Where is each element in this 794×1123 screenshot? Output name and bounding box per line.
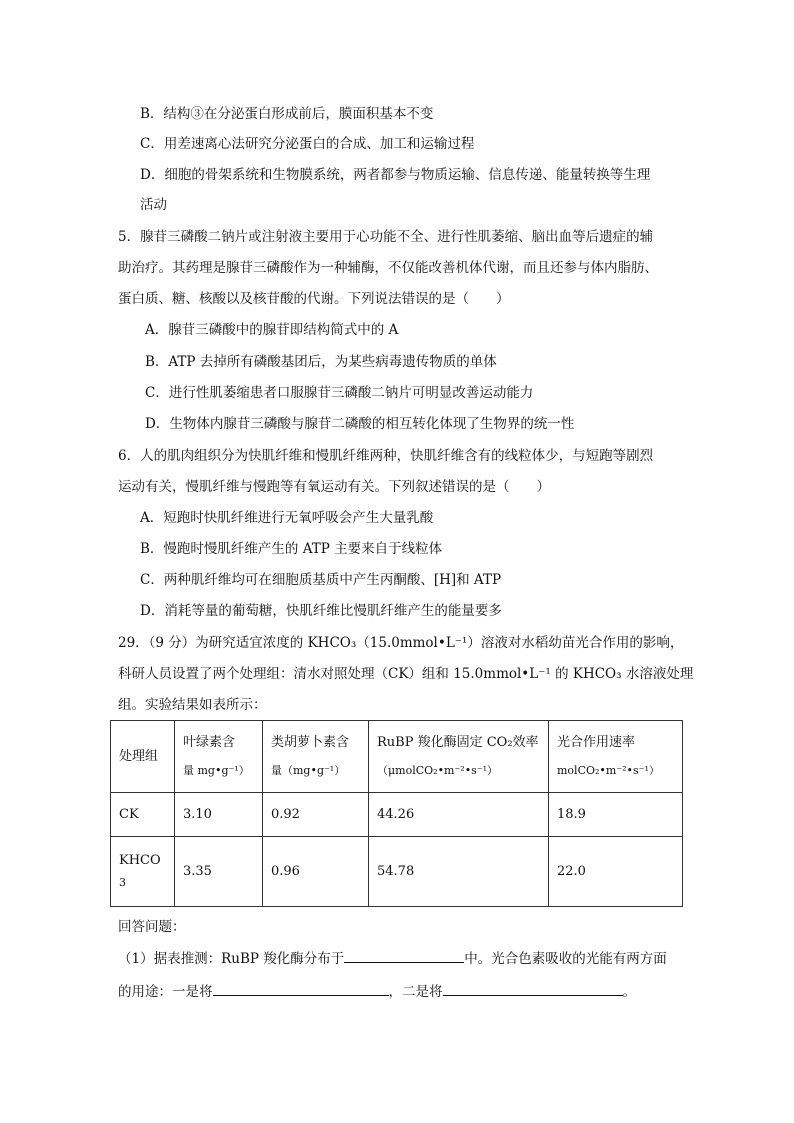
header-cell: 处理组	[111, 721, 175, 793]
q4-option-d: D．细胞的骨架系统和生物膜系统，两者都参与物质运输、信息传递、能量转换等生理	[140, 167, 651, 183]
q29-stem-line1: 29．（9 分）为研究适宜浓度的 KHCO₃（15.0mmol•L⁻¹）溶液对水稻幼苗光合作用的影响，	[118, 635, 684, 651]
q6-option-c: C．两种肌纤维均可在细胞质基质中产生丙酮酸、[H]和 ATP	[140, 572, 502, 588]
answer-blank-1[interactable]	[344, 948, 464, 963]
header-cell: RuBP 羧化酶固定 CO₂效率 （μmolCO₂•m⁻²•s⁻¹）	[369, 721, 549, 793]
results-table	[110, 720, 683, 907]
q5-stem-line1: 5．腺苷三磷酸二钠片或注射液主要用于心功能不全、进行性肌萎缩、脑出血等后遗症的辅	[118, 229, 654, 245]
table-cell: CK	[111, 793, 175, 837]
q29-sub1-text-b: 中。光合色素吸收的光能有两方面	[464, 951, 667, 967]
q29-sub1-text-c: 的用途：一是将	[118, 984, 213, 1000]
q5-option-a: A．腺苷三磷酸中的腺苷即结构简式中的 A	[145, 322, 399, 338]
table-cell: 44.26	[369, 793, 549, 837]
table-cell: 22.0	[549, 837, 683, 907]
q5-stem-line3: 蛋白质、糖、核酸以及核苷酸的代谢。下列说法错误的是（ ）	[118, 291, 510, 307]
table-cell: 54.78	[369, 837, 549, 907]
answer-blank-3[interactable]	[443, 981, 623, 996]
q5-option-d: D．生物体内腺苷三磷酸与腺苷二磷酸的相互转化体现了生物界的统一性	[145, 416, 575, 432]
q29-sub1-line1	[118, 948, 667, 969]
q6-stem-line2: 运动有关，慢肌纤维与慢跑等有氧运动有关。下列叙述错误的是（ ）	[118, 479, 550, 495]
q5-stem-line2: 助治疗。其药理是腺苷三磷酸作为一种辅酶，不仅能改善机体代谢，而且还参与体内脂肪、	[118, 260, 658, 276]
q4-option-c: C．用差速离心法研究分泌蛋白的合成、加工和运输过程	[140, 136, 475, 152]
table-cell: KHCO 3	[111, 837, 175, 907]
table-cell: 3.10	[175, 793, 263, 837]
table-header-row	[111, 721, 683, 793]
header-cell: 光合作用速率 molCO₂•m⁻²•s⁻¹）	[549, 721, 683, 793]
q4-option-b: B．结构③在分泌蛋白形成前后，膜面积基本不变	[140, 106, 434, 122]
answer-intro: 回答问题：	[118, 919, 186, 935]
q4-option-d-cont: 活动	[140, 197, 167, 213]
q29-sub1-text-end: 。	[622, 984, 636, 1000]
table-cell: 0.96	[263, 837, 369, 907]
q6-option-a: A．短跑时快肌纤维进行无氧呼吸会产生大量乳酸	[140, 510, 434, 526]
q6-stem-line1: 6．人的肌肉组织分为快肌纤维和慢肌纤维两种，快肌纤维含有的线粒体少，与短跑等剧烈	[118, 448, 654, 464]
table-cell: 0.92	[263, 793, 369, 837]
table-cell: 18.9	[549, 793, 683, 837]
q5-option-c: C．进行性肌萎缩患者口服腺苷三磷酸二钠片可明显改善运动能力	[145, 385, 534, 401]
header-cell: 叶绿素含 量 mg•g⁻¹）	[175, 721, 263, 793]
answer-blank-2[interactable]	[213, 981, 389, 996]
q6-option-d: D．消耗等量的葡萄糖，快肌纤维比慢肌纤维产生的能量要多	[140, 603, 502, 619]
q6-option-b: B．慢跑时慢肌纤维产生的 ATP 主要来自于线粒体	[140, 541, 443, 557]
q29-sub1-text-a: （1）据表推测：RuBP 羧化酶分布于	[118, 951, 345, 967]
table-row	[111, 837, 683, 907]
header-cell: 类胡萝卜素含 量（mg•g⁻¹）	[263, 721, 369, 793]
q5-option-b: B．ATP 去掉所有磷酸基团后，为某些病毒遗传物质的单体	[145, 354, 497, 370]
q29-sub1-line2	[118, 981, 636, 1002]
table-row	[111, 793, 683, 837]
table-cell: 3.35	[175, 837, 263, 907]
q29-stem-line2: 科研人员设置了两个处理组：清水对照处理（CK）组和 15.0mmol•L⁻¹ 的 KHCO₃ 水溶液处理	[118, 666, 694, 682]
q29-sub1-text-d: ，二是将	[388, 984, 443, 1000]
q29-stem-line3: 组。实验结果如表所示：	[118, 697, 267, 713]
